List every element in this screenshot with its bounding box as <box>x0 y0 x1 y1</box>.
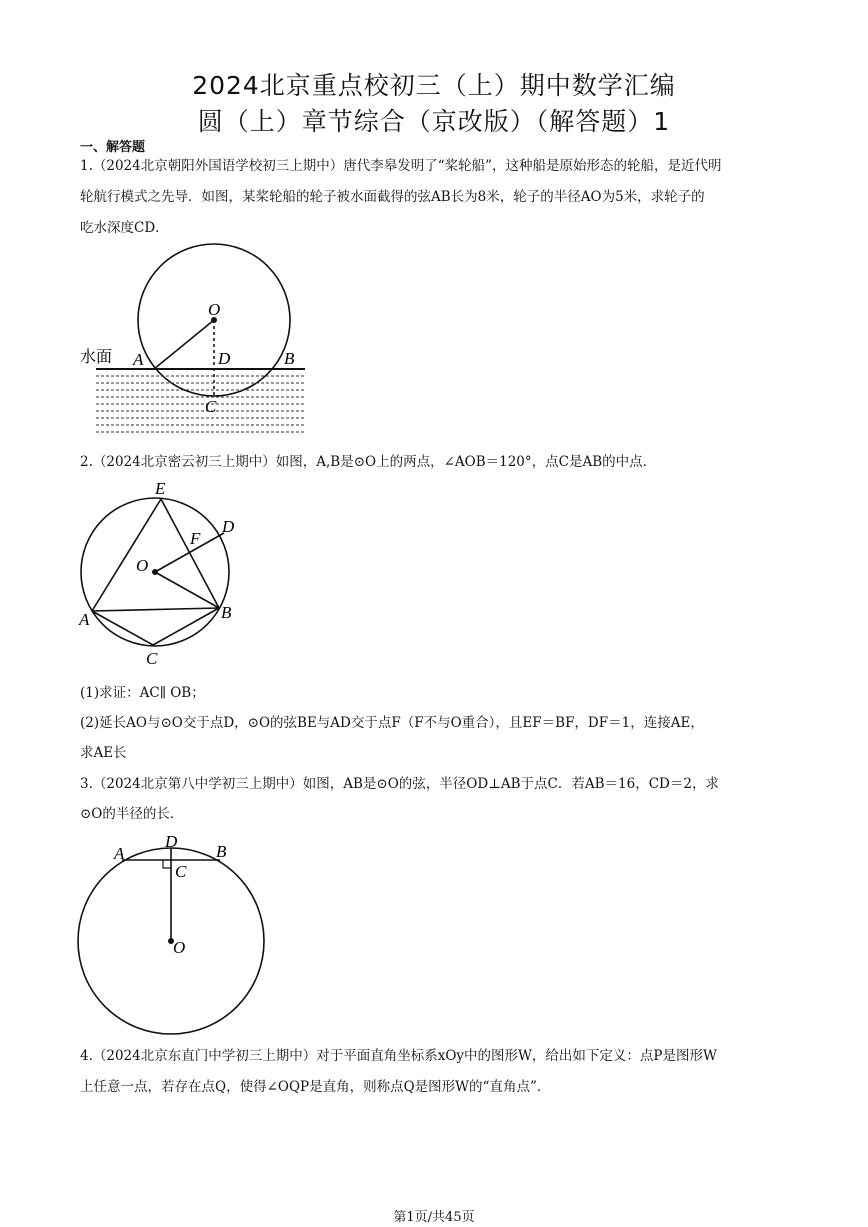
problem-4-line-1: 4.（2024北京东直门中学初三上期中）对于平面直角坐标系xOy中的图形W，给出如下定义：点P是图形W <box>80 1048 717 1064</box>
label-D: D <box>165 832 178 851</box>
radius-AO <box>154 320 214 369</box>
figure-circle-ABCDE <box>76 474 246 670</box>
problem-1-line-3: 吃水深度CD． <box>80 220 169 236</box>
problem-1-line-1: 1.（2024北京朝阳外国语学校初三上期中）唐代李皋发明了“桨轮船”，这种船是原始形态的轮船，是近代明 <box>80 158 722 174</box>
label-D: D <box>222 517 235 536</box>
problem-2-sub-3: 求AE长 <box>80 745 127 761</box>
label-B: B <box>216 842 227 861</box>
label-F: F <box>190 529 201 548</box>
center-point-O <box>152 569 158 575</box>
page-title-line1: 2024北京重点校初三（上）期中数学汇编 <box>192 71 676 100</box>
label-B: B <box>284 349 295 368</box>
segment-AB <box>92 608 219 611</box>
label-A: A <box>114 844 125 863</box>
label-D: D <box>218 349 231 368</box>
figure-paddle-wheel <box>78 240 318 445</box>
label-O: O <box>173 938 186 957</box>
water-hatching <box>96 376 305 432</box>
problem-2-sub-1: (1)求证：AC∥ OB； <box>80 685 205 701</box>
right-angle-mark <box>163 860 171 868</box>
section-title: 一、解答题 <box>80 140 146 155</box>
label-C: C <box>175 862 187 881</box>
problem-2-sub-2: (2)延长AO与⊙O交于点D，⊙O的弦BE与AD交于点F（F不与O重合），且EF＝BF，DF＝1，连接AE， <box>80 715 704 731</box>
label-water: 水面 <box>80 347 113 366</box>
problem-3-line-2: ⊙O的半径的长． <box>80 806 184 822</box>
segment-EA <box>92 499 161 611</box>
segment-AC <box>92 611 153 645</box>
figure-chord-AB <box>74 828 274 1038</box>
problem-1-line-2: 轮航行模式之先导．如图，某桨轮船的轮子被水面截得的弦AB长为8米，轮子的半径AO为5米，求轮子的 <box>80 189 705 205</box>
problem-3-line-1: 3.（2024北京第八中学初三上期中）如图，AB是⊙O的弦，半径OD⊥AB于点C．若AB＝16，CD＝2，求 <box>80 776 719 792</box>
label-E: E <box>155 479 166 498</box>
label-O: O <box>208 300 221 319</box>
page-title-line2: 圆（上）章节综合（京改版）（解答题）1 <box>197 107 671 136</box>
label-A: A <box>133 350 144 369</box>
label-C: C <box>205 397 217 416</box>
label-O: O <box>136 556 149 575</box>
problem-4-line-2: 上任意一点，若存在点Q，使得∠OQP是直角，则称点Q是图形W的“直角点”． <box>80 1079 551 1095</box>
label-B: B <box>221 603 232 622</box>
problem-2-line-1: 2.（2024北京密云初三上期中）如图，A,B是⊙O上的两点，∠AOB＝120°，点C是AB的中点． <box>80 454 657 470</box>
label-A: A <box>79 610 90 629</box>
page-footer: 第1页/共45页 <box>393 1210 475 1225</box>
label-C: C <box>146 649 158 668</box>
